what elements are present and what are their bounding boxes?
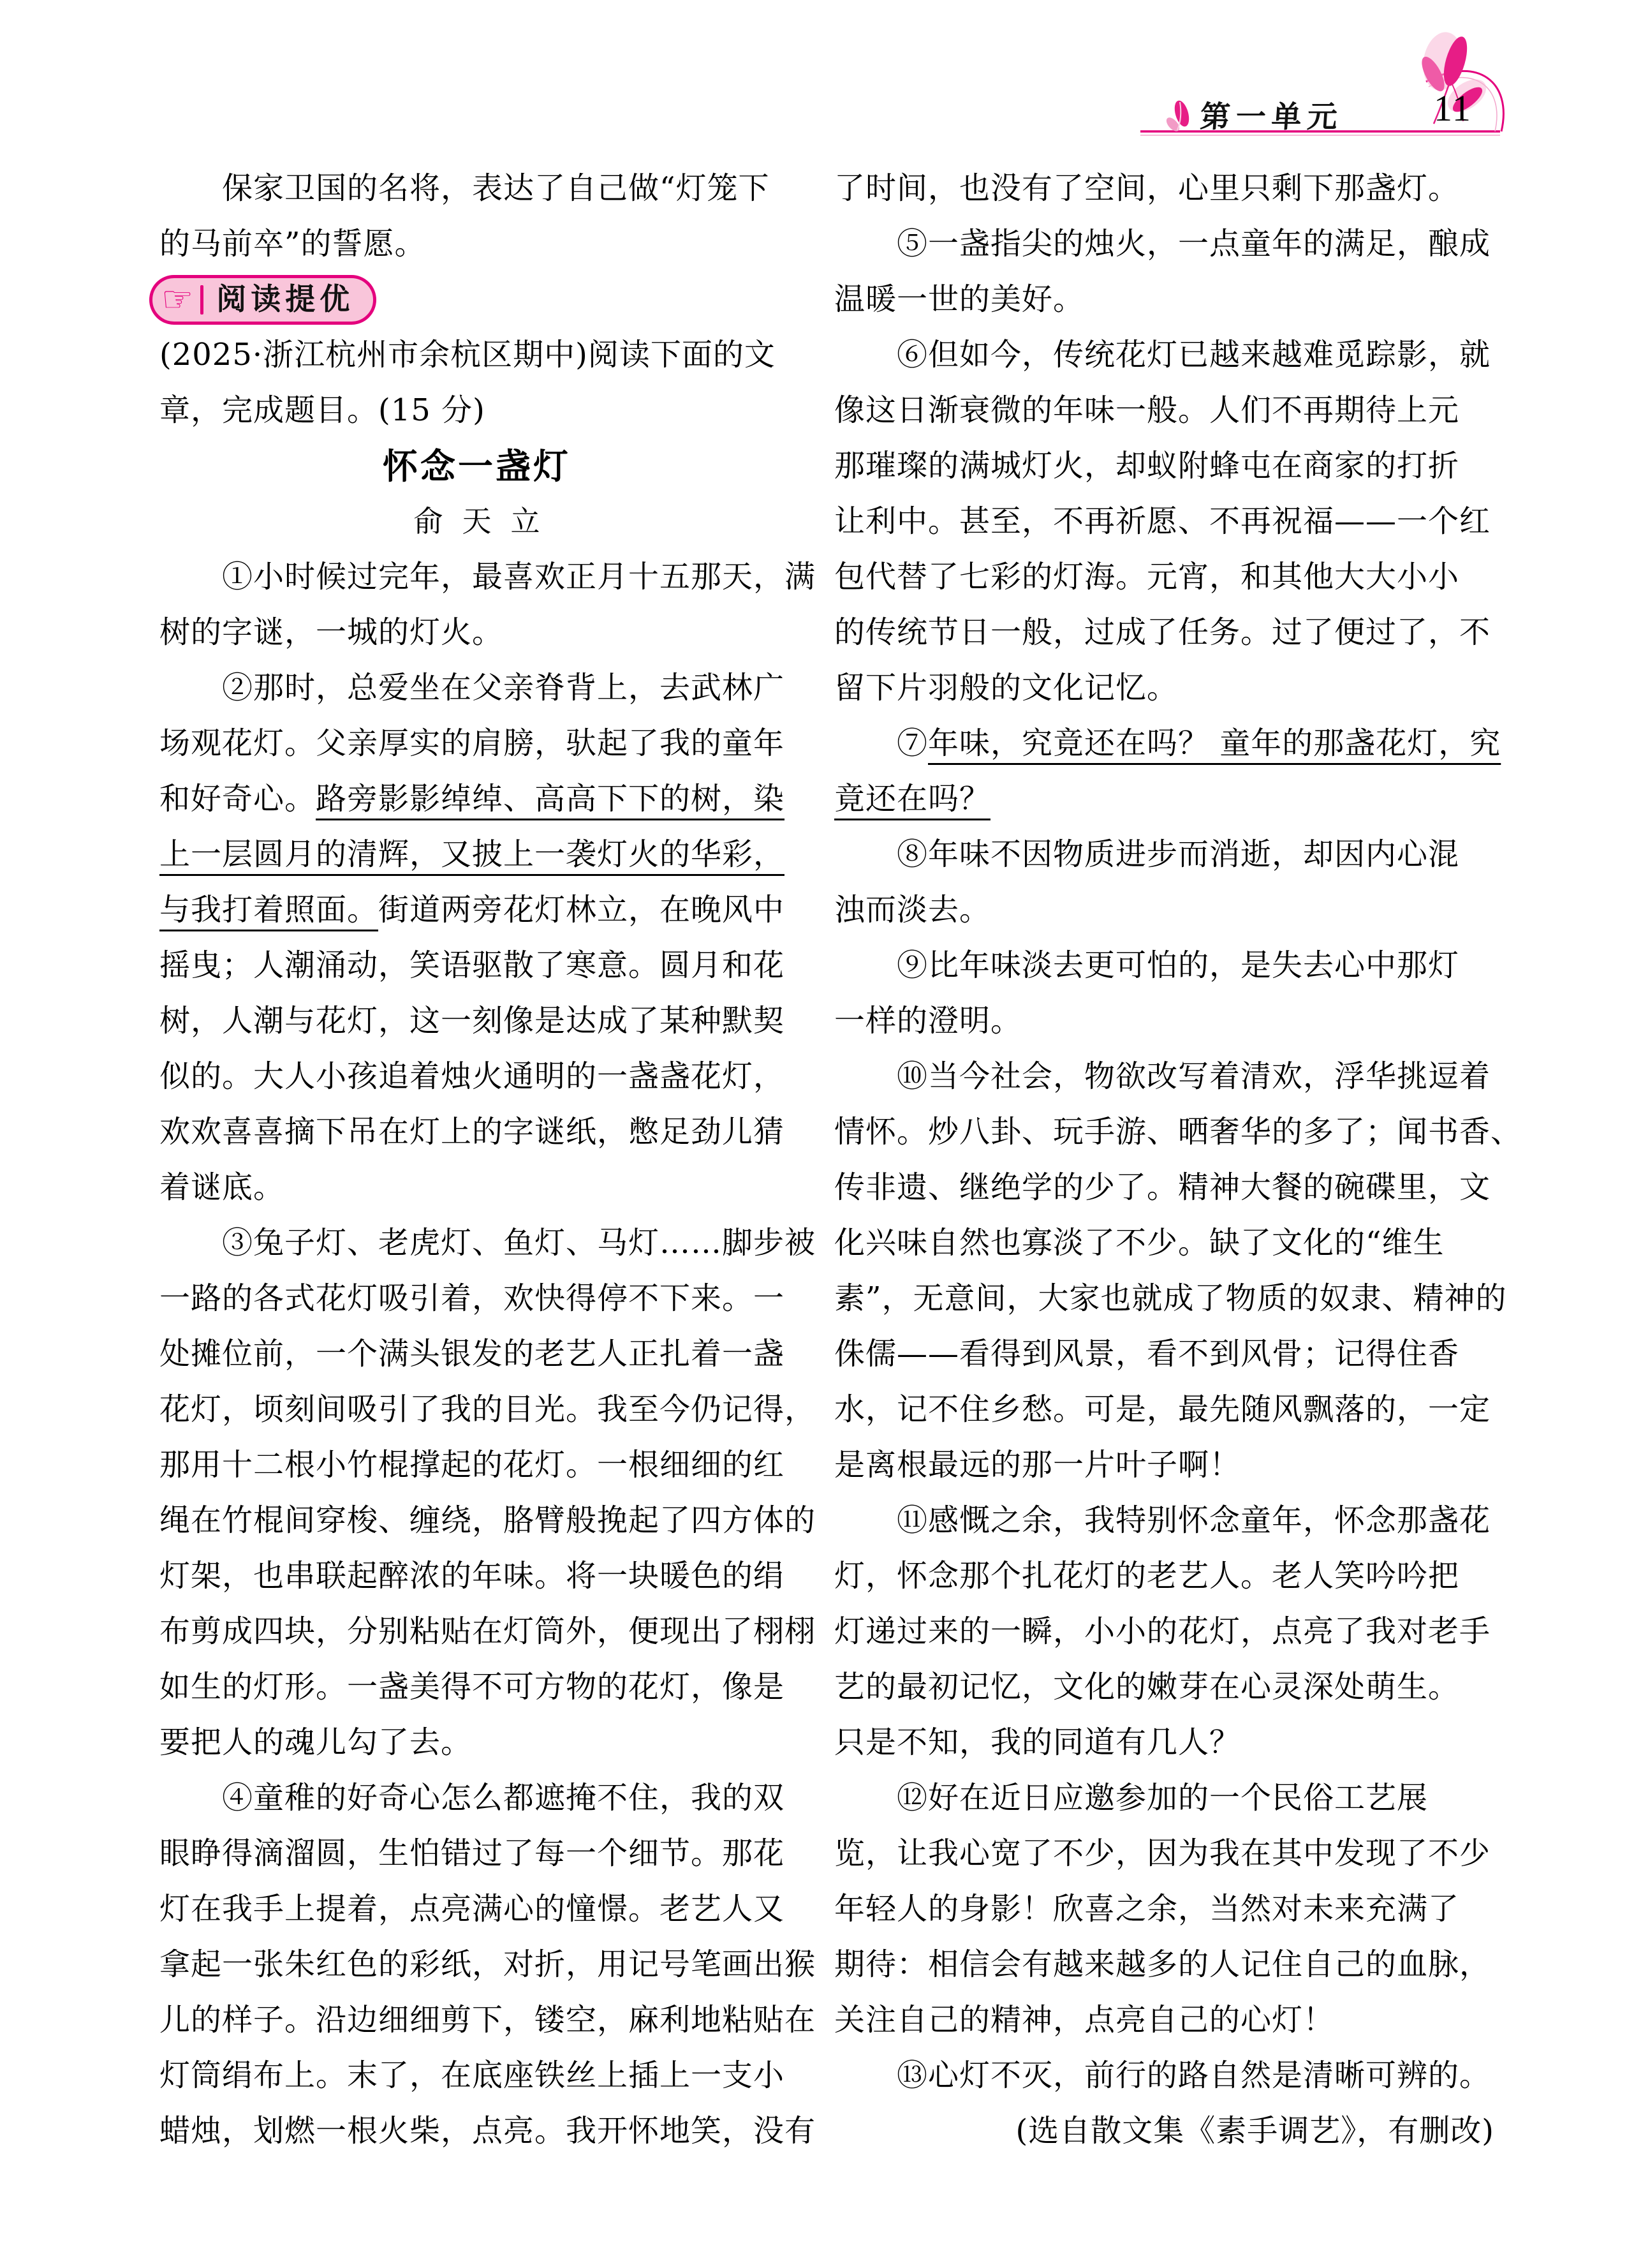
text-line — [834, 161, 1494, 216]
text-segment: 艺的最初记忆，文化的嫩芽在心灵深处萌生。 — [834, 1669, 1460, 1705]
text-segment: 化兴味自然也寡淡了不少。缺了文化的“维生 — [834, 1225, 1445, 1261]
text-line — [159, 1215, 816, 1271]
text-line — [834, 549, 1494, 605]
text-line — [834, 383, 1494, 438]
text-line — [834, 272, 1494, 327]
text-segment: 保家卫国的名将，表达了自己做“灯笼下 — [159, 170, 770, 206]
text-segment: (2025·浙江杭州市余杭区期中)阅读下面的文 — [159, 337, 776, 373]
text-line — [834, 716, 1501, 771]
text-line — [159, 2048, 794, 2103]
text-segment: ⑩当今社会，物欲改写着清欢，浮华挑逗着 — [834, 1058, 1491, 1094]
article-source — [834, 2103, 1494, 2159]
text-segment: 灯筒绢布上。末了，在底座铁丝上插上一支小 — [159, 2057, 785, 2093]
text-line — [159, 383, 794, 438]
text-segment: 包代替了七彩的灯海。元宵，和其他大大小小 — [834, 559, 1460, 595]
text-segment: 俞天立 — [413, 504, 559, 538]
text-line — [159, 161, 794, 216]
badge-label: 阅读提优 — [216, 282, 355, 317]
text-segment: 绳在竹棍间穿梭、缠绕，胳臂般挽起了四方体的 — [159, 1502, 816, 1538]
text-segment: 似的。大人小孩追着烛火通明的一盏盏花灯， — [159, 1058, 785, 1094]
text-line — [159, 549, 816, 605]
text-line — [834, 1104, 1522, 1160]
text-line — [834, 1826, 1494, 1881]
text-segment: 灯递过来的一瞬，小小的花灯，点亮了我对老手 — [834, 1613, 1491, 1649]
left-column — [159, 161, 816, 2159]
text-line — [834, 1215, 1494, 1271]
text-segment: 一路的各式花灯吸引着，欢快得停不下来。一 — [159, 1280, 785, 1316]
text-segment: 灯架，也串联起醉浓的年味。将一块暖色的绢 — [159, 1558, 785, 1594]
text-segment: ⑥但如今，传统花灯已越来越难觅踪影，就 — [834, 337, 1491, 373]
text-line — [834, 1548, 1494, 1604]
text-line — [159, 827, 794, 882]
pointing-hand-icon: ☞ — [161, 278, 195, 320]
text-segment: 的马前卒”的誓愿。 — [159, 226, 426, 262]
text-line — [834, 1493, 1494, 1548]
text-segment: 素”，无意间，大家也就成了物质的奴隶、精神的 — [834, 1280, 1507, 1316]
text-segment: 街道两旁花灯林立，在晚风中 — [378, 892, 785, 928]
text-segment: 一样的澄明。 — [834, 1003, 1022, 1039]
text-segment: 年轻人的身影！欣喜之余，当然对未来充满了 — [834, 1891, 1460, 1927]
text-segment: 布剪成四块，分别粘贴在灯筒外，便现出了栩栩 — [159, 1613, 816, 1649]
page-number: 11 — [1434, 87, 1472, 129]
text-segment: 要把人的魂儿勾了去。 — [159, 1724, 473, 1760]
text-line — [159, 1770, 794, 1826]
text-segment: 场观花灯。父亲厚实的肩膀，驮起了我的童年 — [159, 725, 785, 761]
badge-divider — [200, 285, 203, 315]
text-line — [159, 1271, 794, 1326]
text-line — [834, 882, 1494, 938]
text-segment: ⑫好在近日应邀参加的一个民俗工艺展 — [834, 1780, 1429, 1816]
text-line — [159, 1326, 794, 1382]
text-segment: 只是不知，我的同道有几人？ — [834, 1724, 1241, 1760]
text-segment: ②那时，总爱坐在父亲脊背上，去武林广 — [159, 670, 785, 706]
text-segment: 情怀。炒八卦、玩手游、晒奢华的多了；闻书香、 — [834, 1114, 1522, 1150]
text-line — [834, 1382, 1494, 1437]
underlined-text: 与我打着照面。 — [159, 892, 379, 928]
text-segment: ③兔子灯、老虎灯、鱼灯、马灯……脚步被 — [159, 1225, 816, 1261]
text-line — [159, 1437, 794, 1493]
text-line — [834, 1437, 1494, 1493]
text-line — [159, 1548, 794, 1604]
text-segment: 如生的灯形。一盏美得不可方物的花灯，像是 — [159, 1669, 785, 1705]
text-line — [834, 327, 1494, 383]
text-line — [834, 993, 1494, 1049]
text-line — [834, 605, 1494, 660]
text-segment: 让利中。甚至，不再祈愿、不再祝福——一个红 — [834, 503, 1491, 539]
reading-badge-row — [159, 272, 794, 327]
text-line — [159, 605, 794, 660]
text-segment: 浊而淡去。 — [834, 892, 991, 928]
text-line — [834, 1604, 1494, 1659]
text-segment: 蜡烛，划燃一根火柴，点亮。我开怀地笑，没有 — [159, 2113, 816, 2149]
text-line — [834, 2048, 1494, 2103]
right-column — [834, 161, 1522, 2159]
text-segment: 章，完成题目。(15 分) — [159, 392, 485, 428]
text-line — [834, 660, 1494, 716]
text-line — [834, 1659, 1494, 1715]
text-segment: ⑤一盏指尖的烛火，一点童年的满足，酿成 — [834, 226, 1491, 262]
text-segment: 温暖一世的美好。 — [834, 281, 1085, 317]
text-line — [159, 1382, 816, 1437]
text-line — [159, 993, 794, 1049]
text-segment: ①小时候过完年，最喜欢正月十五那天，满 — [159, 559, 816, 595]
text-line — [159, 882, 794, 938]
text-segment: ④童稚的好奇心怎么都遮掩不住，我的双 — [159, 1780, 785, 1816]
text-line — [159, 660, 794, 716]
text-line — [834, 216, 1494, 272]
text-segment: 水，记不住乡愁。可是，最先随风飘落的，一定 — [834, 1391, 1491, 1427]
text-line — [834, 1937, 1494, 1992]
text-segment: 树，人潮与花灯，这一刻像是达成了某种默契 — [159, 1003, 785, 1039]
text-segment: 留下片羽般的文化记忆。 — [834, 670, 1179, 706]
text-segment: 树的字谜，一城的灯火。 — [159, 614, 504, 650]
text-line — [834, 771, 1494, 827]
text-line — [159, 771, 794, 827]
text-segment: 了时间，也没有了空间，心里只剩下那盏灯。 — [834, 170, 1460, 206]
text-line — [834, 1715, 1494, 1770]
text-line — [834, 1160, 1494, 1215]
text-segment: ⑧年味不因物质进步而消逝，却因内心混 — [834, 836, 1460, 872]
left-column-lines — [159, 327, 816, 2159]
text-segment: 儿的样子。沿边细细剪下，镂空，麻利地粘贴在 — [159, 2002, 816, 2038]
text-segment: 是离根最远的那一片叶子啊！ — [834, 1447, 1241, 1483]
text-line — [834, 494, 1494, 549]
text-segment: 和好奇心。 — [159, 781, 316, 817]
text-segment: 览，让我心宽了不少，因为我在其中发现了不少 — [834, 1835, 1491, 1871]
text-line — [834, 1992, 1494, 2048]
text-line — [159, 938, 794, 993]
text-line — [159, 1992, 816, 2048]
text-line — [159, 716, 794, 771]
text-segment: 怀念一盏灯 — [382, 445, 571, 487]
text-line — [834, 1049, 1494, 1104]
text-segment: 灯在我手上提着，点亮满心的憧憬。老艺人又 — [159, 1891, 785, 1927]
header-ornament — [0, 0, 1627, 166]
text-segment: 那用十二根小竹棍撑起的花灯。一根细细的红 — [159, 1447, 785, 1483]
left-column-top-lines — [159, 161, 794, 272]
text-segment: 期待：相信会有越来越多的人记住自己的血脉， — [834, 1946, 1491, 1982]
text-segment: ⑨比年味淡去更可怕的，是失去心中那灯 — [834, 947, 1460, 983]
text-segment: 欢欢喜喜摘下吊在灯上的字谜纸，憋足劲儿猜 — [159, 1114, 785, 1150]
text-line — [159, 327, 794, 383]
text-segment: 侏儒——看得到风景，看不到风骨；记得住香 — [834, 1336, 1460, 1372]
text-segment: (选自散文集《素手调艺》，有删改) — [1015, 2113, 1494, 2149]
text-line — [834, 1326, 1494, 1382]
text-segment: ⑦ — [834, 725, 929, 761]
unit-title: 第一单元 — [1198, 100, 1344, 135]
text-line — [159, 1715, 794, 1770]
text-segment: 拿起一张朱红色的彩纸，对折，用记号笔画出猴 — [159, 1946, 816, 1982]
underlined-text: 上一层圆月的清辉，又披上一袭灯火的华彩， — [159, 836, 785, 872]
leaf-icon — [1164, 99, 1191, 133]
underlined-text: 竟还在吗？ — [834, 781, 991, 817]
text-line — [159, 1049, 794, 1104]
text-line — [159, 216, 794, 272]
text-line — [159, 1659, 794, 1715]
text-line — [834, 1881, 1494, 1937]
text-line — [159, 2103, 816, 2159]
article-author — [159, 494, 794, 549]
text-line — [159, 1881, 794, 1937]
text-segment: 像这日渐衰微的年味一般。人们不再期待上元 — [834, 392, 1460, 428]
text-segment: 灯，怀念那个扎花灯的老艺人。老人笑吟吟把 — [834, 1558, 1460, 1594]
text-segment: ⑪感慨之余，我特别怀念童年，怀念那盏花 — [834, 1502, 1491, 1538]
text-line — [159, 1493, 816, 1548]
text-segment: ⑬心灯不灭，前行的路自然是清晰可辨的。 — [834, 2057, 1491, 2093]
text-line — [159, 1104, 794, 1160]
text-line — [834, 827, 1494, 882]
text-segment: 关注自己的精神，点亮自己的心灯！ — [834, 2002, 1335, 2038]
text-segment: 处摊位前，一个满头银发的老艺人正扎着一盏 — [159, 1336, 785, 1372]
text-segment: 眼睁得滴溜圆，生怕错过了每一个细节。那花 — [159, 1835, 785, 1871]
text-segment: 着谜底。 — [159, 1169, 285, 1205]
text-line — [159, 1826, 794, 1881]
text-line — [834, 938, 1494, 993]
text-line — [159, 1937, 816, 1992]
text-segment: 传非遗、继绝学的少了。精神大餐的碗碟里，文 — [834, 1169, 1491, 1205]
reading-badge — [149, 275, 376, 325]
text-line — [159, 1160, 794, 1215]
text-segment: 花灯，顷刻间吸引了我的目光。我至今仍记得， — [159, 1391, 816, 1427]
text-segment: 那璀璨的满城灯火，却蚁附蜂屯在商家的打折 — [834, 448, 1460, 484]
text-line — [159, 1604, 816, 1659]
text-segment: 的传统节日一般，过成了任务。过了便过了，不 — [834, 614, 1491, 650]
underlined-text: 路旁影影绰绰、高高下下的树，染 — [316, 781, 785, 817]
underlined-text: 年味，究竟还在吗？ 童年的那盏花灯，究 — [928, 725, 1501, 761]
text-line — [834, 1271, 1507, 1326]
article-title — [159, 438, 794, 494]
text-segment: 摇曳；人潮涌动，笑语驱散了寒意。圆月和花 — [159, 947, 785, 983]
text-line — [834, 1770, 1494, 1826]
right-column-lines — [834, 161, 1522, 2159]
text-line — [834, 438, 1494, 494]
